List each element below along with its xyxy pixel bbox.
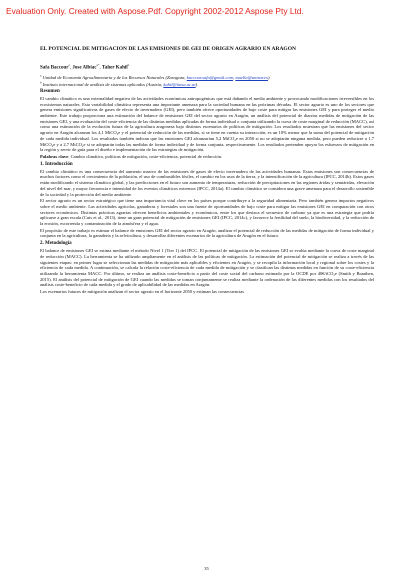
resumen-heading: Resumen — [40, 88, 60, 94]
paper-page — [40, 38, 374, 296]
affiliation-sup: a — [40, 73, 42, 78]
method-paragraph: Los escenarios futuros de mitigación analizan el sector agrario en el horizonte 2050 y estiman las consecuencias — [40, 289, 245, 295]
intro-paragraph: El sector agrario es un sector estratégico que tiene una importancia vital clave en los países porque contribuye a la seguridad alimentaria. Pero también genera impactos negativos sobre el medio ambiente. Las actividades agrícolas, ganaderas y forestales son una fuente de oportunidades de bajo coste para mitigar las emisiones GEI en comparación con otros sectores económicos. Distintas prácticas agrarias ofrecen beneficios ambientales y económicos, entre los que destaca el secuestro de carbono ya que es una estrategia que podría aplicarse a gran escala (Cuis et al., 2013), tiene un gran potencial de mitigación de emisiones GEI (IPCC, 2014c), y favorece la fertilidad del suelo, la biodiversidad, y la reducción de la erosión, escorrentía y contaminación de la atmósfera y el agua. — [40, 198, 374, 227]
author-list: Safa Baccour$^a$, Jose Albiac$^{a*}$, Taher Kahil$^b$ — [40, 62, 130, 71]
method-heading: 2. Metodología — [40, 241, 72, 247]
intro-paragraph: El cambio climático es una consecuencia del aumento masivo de las emisiones de gases de efecto invernadero de las actividades humanas. Estas emisiones son consecuencias de muchos factores como el crecimiento de la población, el uso de combustibles fósiles, el cambio en los usos de la tierra, y la intensificación de la agricultura (IPCC, 2014b). Estos gases están modificando el sistema climático global, y las predicciones en el futuro son aumento de temperaturas, reducción de precipitaciones en las regiones áridas y semiáridas, elevación del nivel del mar, y mayor frecuencia e intensidad de los eventos climáticos extremos (IPCC, 2014a). El cambio climático se considera una grave amenaza para el desarrollo sostenible de la sociedad y la protección del medio ambiente. — [40, 168, 374, 197]
affiliation — [40, 82, 374, 87]
intro-heading: 1. Introducción — [40, 161, 73, 167]
affiliation-end: ). — [267, 75, 271, 81]
resumen-paragraph: El cambio climático es una externalidad negativa de las actividades económicas antropogénicas que está dañando el medio ambiente y provocando modificaciones irreversibles en los ecosistemas naturales. Esta variabilidad climática representa una importante amenaza para la sociedad humana en las próximas décadas. El sector agrario es uno de los sectores que genera emisiones significativas de gases de efecto de invernadero (GEI), pero también ofrece oportunidades de bajo coste para mitigar las emisiones GEI y para proteger el medio ambiente. Este trabajo proporciona una estimación del balance de emisiones GEI del sector agrario en Aragón, un análisis del potencial de diarrias medidas de mitigación de las emisiones GEI, y una evaluación del coste-eficiencia de las distintas medidas aplicadas de forma individual o conjunta utilizando la curva de coste marginal de reducción (MACC), así como una estimación de la evolución futura de la agricultura aragonesa bajo distintos escenarios de políticas de mitigación. Los resultados muestran que las emisiones del sector agrario en Aragón alcanzan los 4,1 MtCO₂e y el potencial de reducción de las medidas, si se tiene en cuenta su interacción, es un 10% menor que la suma del potencial de mitigación de cada medida individual. Los resultados también indican que las emisiones GEI alcanzarían 5,2 MtCO₂e en 2050 si no se adoptarán ninguna medida, pero pueden reducirse a 1,7 MtCO₂e y a 2,7 MtCO₂e si se adoptarán todas las medidas de forma individual y de forma conjunta, respectivamente. Los resultados pretenden apoyar los esfuerzos de mitigación en la región y servir de guía para el diseño e implementación de las estrategias de mitigación. — [40, 95, 374, 153]
author-sup: b — [127, 62, 130, 67]
page-number: 35 — [204, 566, 209, 571]
author-sup: a — [68, 62, 70, 67]
keywords — [40, 154, 374, 160]
author-name: Safa Baccour — [40, 65, 69, 71]
affiliation-text: Unidad de Economía Agroalimentaria y de los Recursos Naturales (Zaragoza, — [42, 75, 187, 81]
email-link[interactable]: kahil@iiasa.ac.at — [163, 81, 196, 87]
method-paragraph: El balance de emisiones GEI se estima mediante el método Nivel 1 (Tier 1) del IPCC. El potencial de mitigación de las emisiones GEI se evalúa mediante la curva de coste marginal de reducción (MACC). La herramienta se ha utilizado ampliamente en el análisis de las políticas de mitigación. La estimación del potencial de mitigación se realiza a través de las siguientes etapas: en primer lugar se seleccionan las medidas de mitigación más aplicables y eficientes en Aragón, y se recopila la información local y regional sobre los costes y la eficiencia de cada medida. A continuación, se calcula la relación coste-eficiencia de cada medida de mitigación y se clasifican las distintas medidas en función de su coste-eficiencia utilizando la herramienta MACC. Por último, se realiza un análisis coste-beneficio a partir del coste social del carbono estimado por la OCDE por 40€/tCO₂e (Smith y Braathen, 2015). El análisis del potencial de mitigación de GEI cuando las medidas se toman conjuntamente se realiza mediante la ordenación de las diferentes medidas con los resultados del análisis coste-beneficio de cada medida y el grado de aplicabilidad de las medidas en Aragón. — [40, 248, 374, 288]
intro-paragraph: El propósito de este trabajo es estimar el balance de emisiones GEI del sector agrario en Aragón, analizar el potencial de reducción de las medidas de mitigación de forma individual y conjunta en la agricultura, la ganadería y la selvicultura, y desarrollar diferentes escenarios de la agricultura de Aragón en el futuro. — [40, 227, 374, 239]
affiliation-text: Instituto internacional de análisis de sistemas aplicados (Austria, — [42, 81, 164, 87]
email-link[interactable]: maella@unizar.es — [235, 75, 268, 81]
affiliation: $^a$ Unidad de Economía Agroalimentaria y de los Recursos Naturales (Zaragoza, baccour.safa@gmail.com, maella@unizar.es). — [40, 73, 271, 81]
watermark: Evaluation Only. Created with Aspose.Pdf. Copyright 2002-2012 Aspose Pty Ltd. — [6, 6, 304, 16]
affiliation-end: ). — [195, 81, 199, 87]
paper-title: EL POTENCIAL DE MITIGACION DE LAS EMISIONES DE GEI DE ORIGEN AGRARIO EN ARAGON — [40, 46, 296, 52]
email-link[interactable]: baccour.safa@gmail.com — [186, 75, 234, 81]
author-sup: a* — [96, 62, 100, 67]
keywords-text: : Cambio climático, políticas de mitigación, coste-eficiencia, potencial de reducción. — [68, 154, 223, 159]
affiliation-sup: b — [40, 80, 42, 85]
author-name: Taher Kahil — [101, 65, 128, 71]
author-name: Jose Albiac — [72, 65, 97, 71]
keywords-label: Palabras clave — [40, 154, 69, 159]
